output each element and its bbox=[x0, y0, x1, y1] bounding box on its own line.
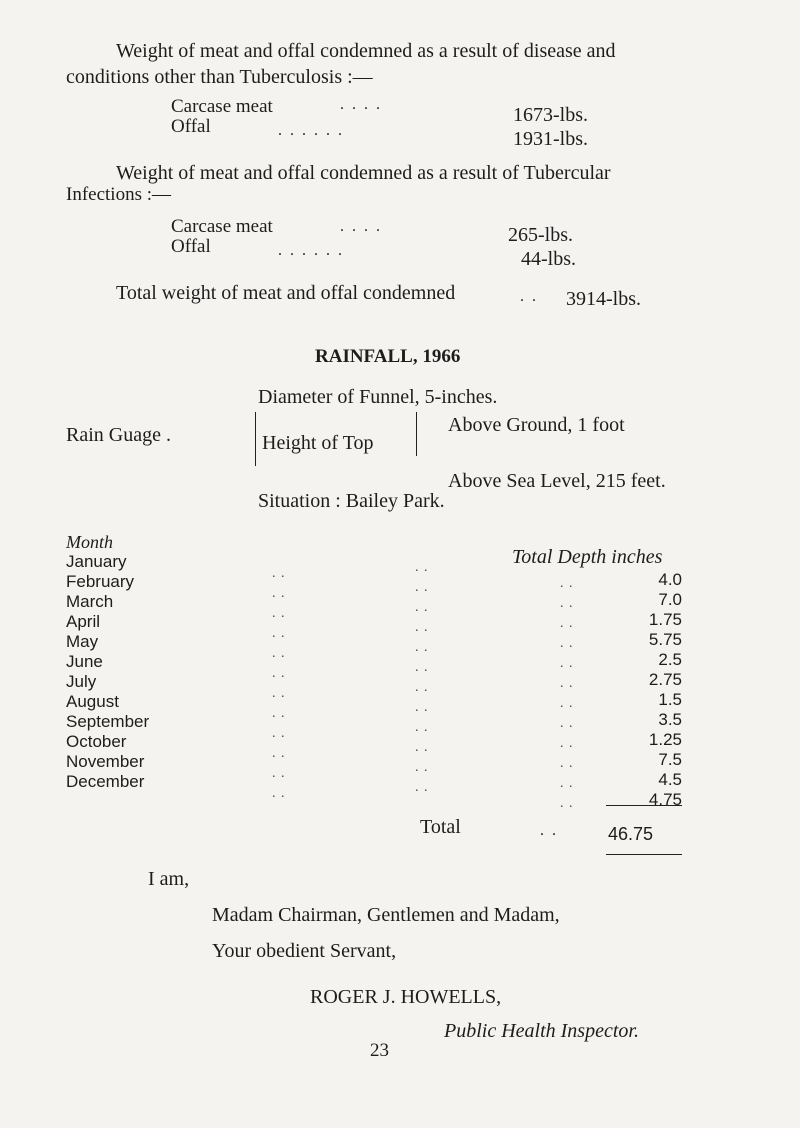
section1-offal-leader: . . . . . . bbox=[278, 122, 344, 139]
rainfall-heading: RAINFALL, 1966 bbox=[315, 346, 461, 367]
section1-offal-label: Offal bbox=[171, 116, 211, 137]
month-december: December bbox=[66, 772, 145, 791]
section1-intro-line2: conditions other than Tuberculosis :— bbox=[66, 66, 373, 88]
month-november: November bbox=[66, 752, 145, 771]
total-label: Total bbox=[420, 816, 461, 838]
signatory-name: ROGER J. HOWELLS, bbox=[310, 986, 502, 1008]
section1-carcase-value: 1673-lbs. bbox=[513, 104, 588, 126]
section2-intro-line2: Infections :— bbox=[66, 184, 172, 205]
month-april: April bbox=[66, 612, 101, 631]
depth-february: 7.0 bbox=[658, 590, 682, 609]
month-march: March bbox=[66, 592, 114, 611]
depth-november: 4.5 bbox=[658, 770, 682, 789]
month-february: February bbox=[66, 572, 135, 591]
page-number: 23 bbox=[370, 1040, 389, 1061]
leader-column-1: . . . . . . . . . . . . . . . . . . . . . . . . bbox=[272, 566, 286, 801]
leader-column-2: . . . . . . . . . . . . . . . . . . . . . . . . bbox=[415, 560, 429, 795]
total-leader: . . bbox=[540, 822, 558, 839]
section2-offal-value: 44-lbs. bbox=[521, 248, 576, 270]
depth-june: 2.75 bbox=[648, 670, 682, 689]
total-weight-value: 3914-lbs. bbox=[566, 288, 641, 310]
depth-october: 7.5 bbox=[658, 750, 682, 769]
total-value: 46.75 bbox=[608, 824, 654, 844]
section1-carcase-leader: . . . . bbox=[340, 96, 382, 113]
depth-january: 4.0 bbox=[658, 570, 682, 589]
depth-values bbox=[600, 570, 682, 810]
total-weight-leader: . . bbox=[520, 288, 538, 305]
section1-carcase-label: Carcase meat bbox=[171, 96, 273, 117]
section2-intro-line1: Weight of meat and offal condemned as a result of Tubercular bbox=[116, 162, 611, 184]
section2-carcase-leader: . . . . bbox=[340, 218, 382, 235]
left-bracket bbox=[255, 412, 256, 466]
total-rule-top bbox=[606, 805, 682, 806]
rain-guage-label: Rain Guage . bbox=[66, 424, 171, 446]
month-june: June bbox=[66, 652, 103, 671]
month-may: May bbox=[66, 632, 99, 651]
funnel-diameter: Diameter of Funnel, 5-inches. bbox=[258, 386, 498, 408]
section2-offal-label: Offal bbox=[171, 236, 211, 257]
depth-july: 1.5 bbox=[658, 690, 682, 709]
total-weight-label: Total weight of meat and offal condemned bbox=[116, 282, 456, 304]
month-january: January bbox=[66, 552, 127, 571]
height-of-top: Height of Top bbox=[262, 432, 374, 454]
total-rule-bottom bbox=[606, 854, 682, 855]
section2-offal-leader: . . . . . . bbox=[278, 242, 344, 259]
leader-column-3: . . . . . . . . . . . . . . . . . . . . . . . . bbox=[560, 576, 574, 811]
section1-intro-line1: Weight of meat and offal condemned as a result of disease and bbox=[116, 40, 616, 62]
month-october: October bbox=[66, 732, 127, 751]
depth-march: 1.75 bbox=[648, 610, 682, 629]
above-ground: Above Ground, 1 foot bbox=[448, 414, 625, 436]
closing-servant: Your obedient Servant, bbox=[212, 940, 397, 962]
depth-august: 3.5 bbox=[658, 710, 682, 729]
depth-may: 2.5 bbox=[658, 650, 682, 669]
signatory-title: Public Health Inspector. bbox=[444, 1020, 639, 1042]
depth-september: 1.25 bbox=[648, 730, 682, 749]
closing-salutation: Madam Chairman, Gentlemen and Madam, bbox=[212, 904, 560, 926]
month-july: July bbox=[66, 672, 97, 691]
closing-i-am: I am, bbox=[148, 868, 190, 890]
section2-carcase-value: 265-lbs. bbox=[508, 224, 573, 246]
month-header: Month bbox=[66, 532, 113, 552]
depth-april: 5.75 bbox=[648, 630, 682, 649]
section1-offal-value: 1931-lbs. bbox=[513, 128, 588, 150]
depth-december: 4.75 bbox=[648, 790, 682, 809]
month-september: September bbox=[66, 712, 150, 731]
situation: Situation : Bailey Park. bbox=[258, 490, 445, 512]
month-list bbox=[66, 552, 149, 792]
month-august: August bbox=[66, 692, 119, 711]
depth-header: Total Depth inches bbox=[512, 546, 663, 568]
right-bracket bbox=[416, 412, 417, 456]
above-sea-level: Above Sea Level, 215 feet. bbox=[448, 470, 666, 492]
section2-carcase-label: Carcase meat bbox=[171, 216, 273, 237]
